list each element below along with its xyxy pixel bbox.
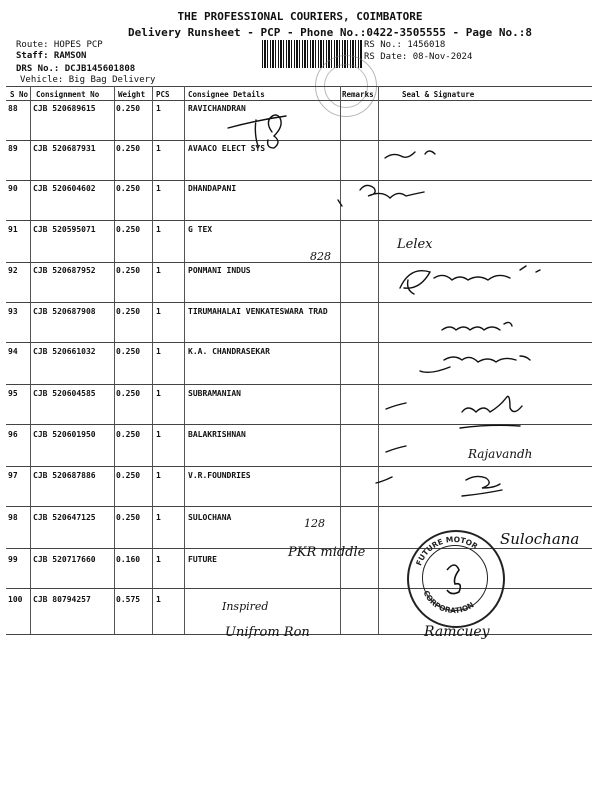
cell-consignee: K.A. CHANDRASEKAR (188, 347, 270, 356)
svg-text:FUTURE MOTOR (414, 535, 480, 567)
cell-consignment: CJB 520601950 (33, 430, 96, 439)
cell-consignee: V.R.FOUNDRIES (188, 471, 251, 480)
cell-weight: 0.575 (116, 595, 141, 604)
marks-92 (520, 266, 540, 272)
cell-consignment: CJB 520595071 (33, 225, 96, 234)
signature-94b (420, 367, 450, 372)
cell-weight: 0.250 (116, 307, 141, 316)
route: Route: HOPES PCP (16, 40, 103, 50)
signature-100: Ramcuey (424, 624, 490, 640)
signature-90 (360, 185, 424, 198)
cell-sno: 96 (8, 430, 18, 439)
cell-consignee: TIRUMAHALAI VENKATESWARA TRAD (188, 307, 328, 316)
note-91: 828 (310, 250, 331, 263)
signature-93 (442, 322, 512, 330)
vehicle: Vehicle: Big Bag Delivery (20, 75, 156, 85)
cell-consignee: FUTURE (188, 555, 217, 564)
cell-sno: 88 (8, 104, 18, 113)
col-header-consignment: Consignment No (36, 90, 100, 99)
col-header-consignee: Consignee Details (188, 90, 265, 99)
note-98: 128 (304, 517, 325, 530)
cell-consignment: CJB 520647125 (33, 513, 96, 522)
svg-text:CORPORATION (421, 589, 475, 615)
cell-sno: 99 (8, 555, 18, 564)
cell-pcs: 1 (156, 555, 161, 564)
stamp-text-bottom: CORPORATION (421, 589, 476, 616)
signature-98: Sulochana (500, 530, 580, 548)
col-header-weight: Weight (118, 90, 146, 99)
note-100b: Unifrom Ron (225, 625, 310, 640)
cell-consignment: CJB 520661032 (33, 347, 96, 356)
cell-sno: 90 (8, 184, 18, 193)
rs-number: RS No.: 1456018 (364, 40, 446, 50)
cell-weight: 0.250 (116, 471, 141, 480)
cell-consignment: CJB 520717660 (33, 555, 96, 564)
note-100a: Inspired (222, 600, 269, 613)
signature-97 (466, 476, 500, 488)
cell-pcs: 1 (156, 389, 161, 398)
cell-sno: 93 (8, 307, 18, 316)
cell-pcs: 1 (156, 471, 161, 480)
signature-94 (444, 356, 530, 362)
cell-pcs: 1 (156, 307, 161, 316)
signature-89 (385, 151, 435, 158)
col-header-signature: Seal & Signature (402, 90, 475, 99)
cell-pcs: 1 (156, 266, 161, 275)
cell-consignment: CJB 520687931 (33, 144, 96, 153)
cell-consignment: CJB 520687886 (33, 471, 96, 480)
cell-consignee: PONMANI INDUS (188, 266, 251, 275)
cell-pcs: 1 (156, 595, 161, 604)
dash-95 (386, 403, 406, 409)
cell-sno: 100 (8, 595, 23, 604)
cell-weight: 0.250 (116, 389, 141, 398)
cell-consignment: CJB 80794257 (33, 595, 91, 604)
cell-consignee: AVAACO ELECT SYS (188, 144, 266, 153)
cell-consignment: CJB 520687908 (33, 307, 96, 316)
runsheet-title: Delivery Runsheet - PCP - Phone No.:0422-3505555 - Page No.:8 (128, 26, 532, 39)
signature-91: Lelex (397, 237, 433, 252)
cell-pcs: 1 (156, 225, 161, 234)
cell-weight: 0.250 (116, 347, 141, 356)
cell-sno: 98 (8, 513, 18, 522)
dash-97 (376, 477, 392, 483)
staff: Staff: RAMSON (16, 51, 87, 61)
stamp-initial (447, 565, 460, 594)
cell-weight: 0.160 (116, 555, 141, 564)
cell-sno: 94 (8, 347, 18, 356)
cell-consignment: CJB 520604602 (33, 184, 96, 193)
cell-sno: 91 (8, 225, 18, 234)
underline-95 (460, 425, 520, 428)
cell-weight: 0.250 (116, 225, 141, 234)
drs-number: DRS No.: DCJB145601808 (16, 64, 136, 74)
cell-weight: 0.250 (116, 266, 141, 275)
cell-weight: 0.250 (116, 184, 141, 193)
cell-consignee: RAVICHANDRAN (188, 104, 246, 113)
cell-consignee: DHANDAPANI (188, 184, 237, 193)
cell-sno: 95 (8, 389, 18, 398)
cell-pcs: 1 (156, 104, 161, 113)
signature-95 (462, 396, 522, 412)
col-header-sno: S No (10, 90, 29, 99)
cell-pcs: 1 (156, 347, 161, 356)
cell-pcs: 1 (156, 513, 161, 522)
remark-88 (228, 115, 286, 148)
cell-weight: 0.250 (116, 104, 141, 113)
cell-sno: 89 (8, 144, 18, 153)
col-header-pcs: PCS (156, 90, 170, 99)
cell-consignment: CJB 520687952 (33, 266, 96, 275)
cell-pcs: 1 (156, 430, 161, 439)
cell-weight: 0.250 (116, 144, 141, 153)
cell-sno: 92 (8, 266, 18, 275)
dash-96 (386, 446, 406, 452)
cell-pcs: 1 (156, 144, 161, 153)
col-header-remarks: Remarks (342, 90, 374, 99)
cell-consignment: CJB 520689615 (33, 104, 96, 113)
cell-pcs: 1 (156, 184, 161, 193)
cell-consignee: SUBRAMANIAN (188, 389, 241, 398)
signature-92 (400, 271, 510, 288)
signature-96: Rajavandh (468, 447, 533, 461)
stamp-ring-text (407, 530, 501, 624)
cell-consignee: SULOCHANA (188, 513, 232, 522)
cell-weight: 0.250 (116, 430, 141, 439)
company-title: THE PROFESSIONAL COURIERS, COIMBATORE (177, 10, 423, 23)
cell-sno: 97 (8, 471, 18, 480)
company-stamp (407, 530, 505, 628)
stamp-text-top: FUTURE MOTOR (414, 534, 480, 567)
tick-90 (338, 200, 342, 206)
cell-consignee: G TEX (188, 225, 213, 234)
cell-consignee: BALAKRISHNAN (188, 430, 246, 439)
cell-weight: 0.250 (116, 513, 141, 522)
signature-97b (462, 490, 502, 496)
place-98: PKR middle (288, 545, 366, 560)
cell-consignment: CJB 520604585 (33, 389, 96, 398)
rs-date: RS Date: 08-Nov-2024 (364, 52, 473, 62)
